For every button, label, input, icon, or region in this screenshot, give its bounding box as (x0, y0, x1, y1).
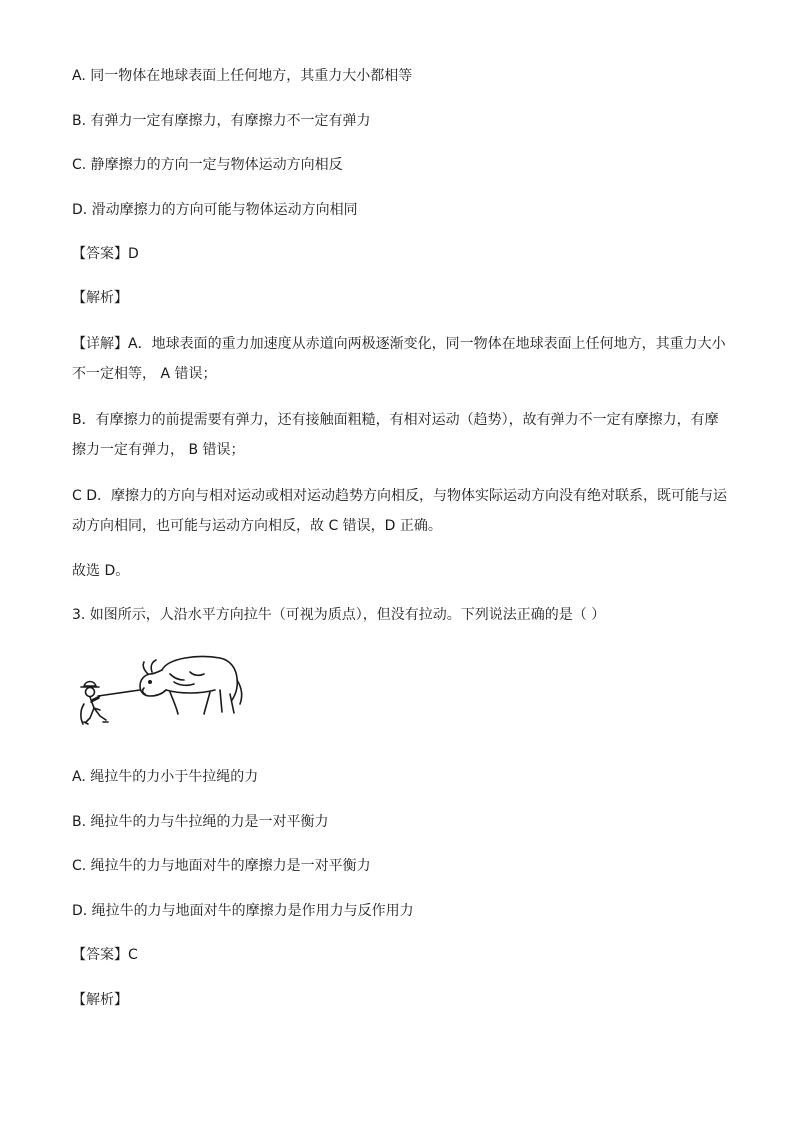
q2-option-c: C. 静摩擦力的方向一定与物体运动方向相反 (72, 157, 343, 173)
q2-option-a: A. 同一物体在地球表面上任何地方，其重力大小都相等 (72, 68, 413, 84)
person-pulling-ox-illustration (70, 650, 250, 740)
q2-conclusion: 故选 D。 (72, 563, 130, 579)
ox-drawing (140, 657, 242, 715)
q3-analysis-heading: 【解析】 (72, 992, 128, 1008)
q2-detail-cd-line2: 动方向相同，也可能与运动方向相反，故 C 错误，D 正确。 (72, 518, 442, 534)
rope-line (98, 690, 140, 696)
q3-option-b: B. 绳拉牛的力与牛拉绳的力是一对平衡力 (72, 814, 329, 830)
q3-option-c: C. 绳拉牛的力与地面对牛的摩擦力是一对平衡力 (72, 858, 371, 874)
q2-detail-b-line2: 擦力一定有弹力， B 错误； (72, 442, 245, 458)
q3-answer: 【答案】C (72, 947, 138, 963)
q2-detail-a-line2: 不一定相等， A 错误； (72, 366, 217, 382)
q3-stem: 3. 如图所示，人沿水平方向拉牛（可视为质点），但没有拉动。下列说法正确的是（ ） (72, 607, 606, 623)
q2-detail-cd-line1: C D．摩擦力的方向与相对运动或相对运动趋势方向相反，与物体实际运动方向没有绝对联系，既可能与运 (72, 488, 728, 504)
q3-option-d: D. 绳拉牛的力与地面对牛的摩擦力是作用力与反作用力 (72, 903, 414, 919)
q2-detail-a-line1: 【详解】A．地球表面的重力加速度从赤道向两极逐渐变化，同一物体在地球表面上任何地方，其重力大小 (72, 336, 726, 352)
q2-analysis-heading: 【解析】 (72, 290, 128, 306)
person-drawing (81, 682, 108, 725)
q3-option-a: A. 绳拉牛的力小于牛拉绳的力 (72, 769, 259, 785)
q2-option-b: B. 有弹力一定有摩擦力，有摩擦力不一定有弹力 (72, 113, 371, 129)
q2-answer: 【答案】D (72, 246, 139, 262)
q2-detail-b-line1: B．有摩擦力的前提需要有弹力，还有接触面粗糙，有相对运动（趋势），故有弹力不一定有摩擦力，有摩 (72, 412, 719, 428)
q2-option-d: D. 滑动摩擦力的方向可能与物体运动方向相同 (72, 202, 358, 218)
